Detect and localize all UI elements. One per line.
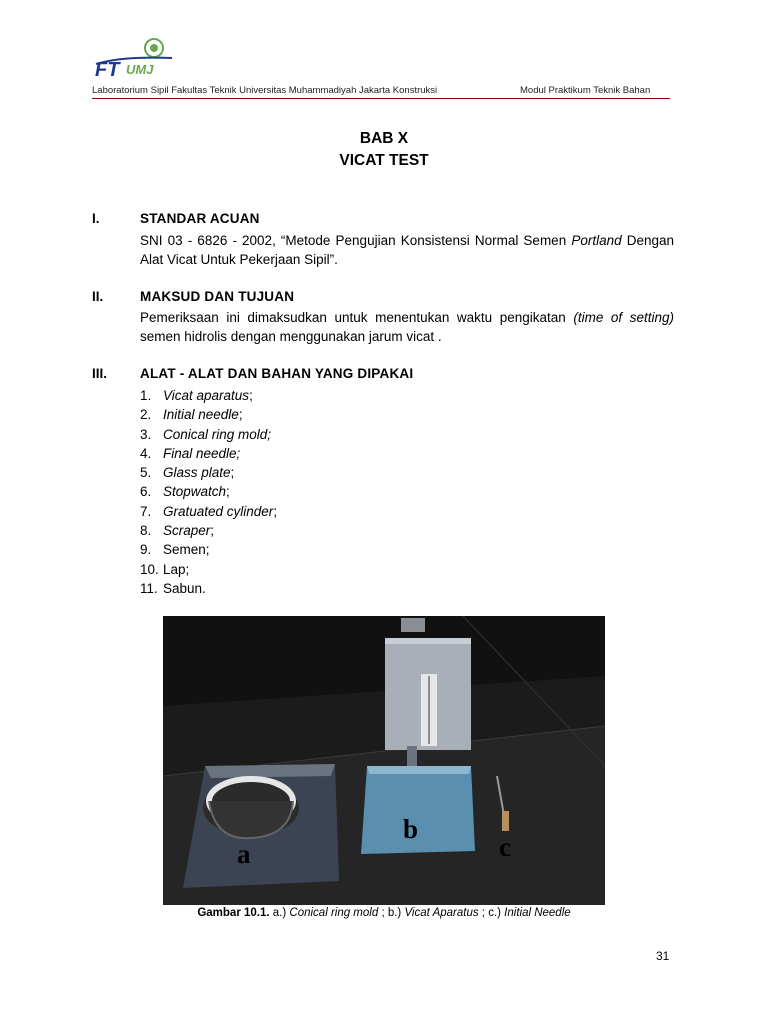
list-item-suffix: ; bbox=[226, 484, 230, 500]
list-item-label: Glass plate bbox=[163, 465, 231, 481]
list-item-suffix: ; bbox=[273, 503, 278, 519]
list-item-label: Initial needle bbox=[163, 407, 239, 423]
list-item bbox=[140, 540, 277, 559]
list-item bbox=[140, 386, 277, 405]
list-item bbox=[140, 502, 277, 521]
equipment-list bbox=[140, 386, 277, 598]
list-item-label: Gratuated cylinder bbox=[163, 503, 274, 519]
list-item-number: 10. bbox=[140, 561, 159, 577]
label-b: b bbox=[403, 814, 419, 844]
list-item bbox=[140, 444, 277, 463]
list-item-number: 11. bbox=[140, 580, 158, 596]
header-left-text: Laboratorium Sipil Fakultas Teknik Universitas Muhammadiyah Jakarta Konstruksi bbox=[92, 85, 438, 96]
page-number: 31 bbox=[656, 949, 670, 963]
list-item bbox=[140, 482, 277, 501]
list-item-suffix: ; bbox=[230, 465, 235, 481]
list-item-label: Vicat aparatus bbox=[163, 388, 250, 403]
section-2-text: Pemeriksaan ini dimaksudkan untuk menentukan waktu pengikatan (time of setting) semen hidrolis dengan menggunakan jarum vicat . bbox=[140, 310, 674, 344]
list-item-suffix: ; bbox=[210, 523, 215, 539]
section-3-heading: ALAT - ALAT DAN BAHAN YANG DIPAKAI bbox=[140, 366, 414, 381]
list-item-suffix: ; bbox=[238, 407, 243, 423]
section-1-number: I. bbox=[92, 211, 100, 226]
label-a: a bbox=[237, 839, 251, 869]
list-item-label: Sabun. bbox=[163, 580, 206, 596]
list-item-label: Scraper bbox=[163, 523, 211, 539]
list-item-number: 4. bbox=[140, 445, 152, 461]
list-item-label: Semen; bbox=[163, 542, 210, 558]
ft-umj-logo bbox=[92, 36, 174, 82]
vicat-apparatus-photo bbox=[163, 616, 605, 905]
list-item bbox=[140, 463, 277, 482]
section-2-number: II. bbox=[92, 289, 104, 304]
list-item-number: 7. bbox=[140, 503, 152, 519]
list-item-number: 8. bbox=[140, 523, 152, 539]
label-c: c bbox=[499, 832, 511, 862]
header-right-text: Modul Praktikum Teknik Bahan bbox=[520, 85, 651, 96]
section-2-heading: MAKSUD DAN TUJUAN bbox=[140, 289, 295, 304]
list-item-number: 2. bbox=[140, 407, 152, 423]
list-item bbox=[140, 579, 277, 598]
figure-caption: Gambar 10.1. a.) Conical ring mold ; b.) Vicat Aparatus ; c.) Initial Needle bbox=[197, 907, 571, 919]
header-rule bbox=[92, 98, 670, 99]
list-item-label: Lap; bbox=[163, 561, 190, 577]
list-item-suffix: ; bbox=[249, 388, 253, 403]
section-1-heading: STANDAR ACUAN bbox=[140, 211, 260, 226]
chapter-subtitle: VICAT TEST bbox=[339, 152, 429, 169]
list-item-label: Stopwatch bbox=[163, 484, 227, 500]
list-item bbox=[140, 521, 277, 540]
list-item bbox=[140, 425, 277, 444]
list-item-number: 5. bbox=[140, 465, 152, 481]
list-item bbox=[140, 560, 277, 579]
svg-text:UMJ: UMJ bbox=[126, 62, 154, 77]
section-3-number: III. bbox=[92, 366, 108, 381]
svg-text:FT: FT bbox=[95, 59, 120, 81]
list-item-label: Conical ring mold; bbox=[163, 426, 272, 442]
list-item-number: 6. bbox=[140, 484, 152, 500]
list-item-number: 3. bbox=[140, 426, 152, 442]
list-item-number: 9. bbox=[140, 542, 152, 558]
section-1-text: SNI 03 - 6826 - 2002, “Metode Pengujian Konsistensi Normal Semen Portland Dengan Alat Vicat Untuk Pekerjaan Sipil”. bbox=[140, 233, 674, 267]
list-item-label: Final needle; bbox=[163, 445, 241, 461]
list-item bbox=[140, 405, 277, 424]
chapter-title: BAB X bbox=[359, 130, 409, 147]
list-item-number: 1. bbox=[140, 388, 152, 403]
